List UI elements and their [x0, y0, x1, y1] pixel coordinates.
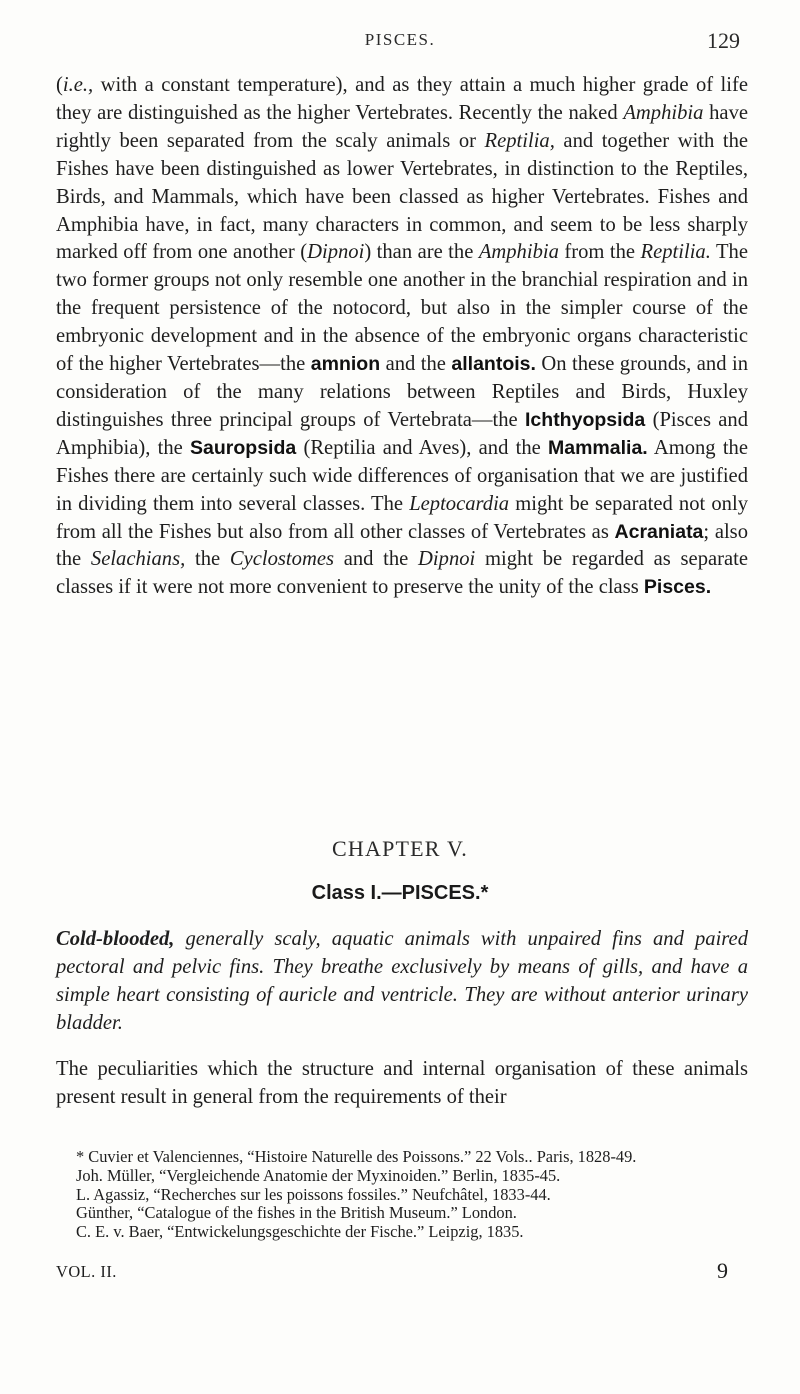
term-allantois: allantois. — [451, 353, 536, 376]
footnote-line: Joh. Müller, “Vergleichende Anatomie der Myxinoiden.” Berlin, 1835-45. — [76, 1165, 561, 1185]
signature-mark: 9 — [717, 1258, 728, 1283]
term-amnion: amnion — [310, 353, 381, 376]
footnote-line: L. Agassiz, “Recherches sur les poissons fossiles.” Neufchâtel, 1833-44. — [76, 1184, 551, 1204]
definition-lead: Cold-blooded, — [56, 928, 175, 950]
footnote-line: C. E. v. Baer, “Entwickelungsgeschichte der Fische.” Leipzig, 1835. — [76, 1222, 524, 1242]
chapter-heading: CHAPTER V. — [332, 836, 468, 861]
body-paragraph-1: (i.e., with a constant temperature), and as they attain a much higher grade of life they are distinguished as the higher Vertebrates. Recently the naked Amphibia have rightly been separated from the scaly animals or Reptilia, and together with the Fishes have been distinguished as lower Vertebrates, in distinction to the Reptiles, Birds, and Mammals, which have been classed as higher Vertebrates. Fishes and Amphibia have, in fact, many characters in common, and seem to be less sharply marked off from one another (Dipnoi) than are the Amphibia from the Reptilia. The two former groups not only resemble one another in the branchial respiration and in the frequent persistence of the notocord, but also in the simpler course of the embryonic development and in the absence of the embryonic organs characteristic of the higher Vertebrates—the amnion and the allantois. On these grounds, and in consideration of the many relations between Reptiles and Birds, Huxley distinguishes three principal groups of Vertebrata—the Ichthyopsida (Pisces and Amphibia), the Sauropsida (Reptilia and Aves), and the Mammalia. Among the Fishes there are certainly such wide differences of organisation that we are justified in dividing them into several classes. The Leptocardia might be separated not only from all the Fishes but also from all other classes of Vertebrates as Acraniata; also the Selachians, the Cyclostomes and the Dipnoi might be regarded as separate classes if it were not more convenient to preserve the unity of the class Pisces. — [56, 74, 749, 599]
running-title: PISCES. — [364, 30, 436, 49]
class-definition — [56, 926, 748, 1038]
term-ichthyopsida: Ichthyopsida — [525, 408, 646, 431]
running-head — [0, 30, 800, 60]
definition-text: generally scaly, aquatic animals with unpaired fins and paired pectoral and pelvic fins. They breathe exclusively by means of gills, and have a simple heart consisting of auricle and ventricle. They are without anterior urinary bladder. — [56, 928, 748, 1034]
footnotes — [56, 1148, 748, 1242]
body-paragraph-2: The peculiarities which the structure and internal organisation of these animals present result in general from the requirements of their — [56, 1058, 748, 1108]
page-number: 129 — [707, 28, 740, 53]
term-mammalia: Mammalia. — [548, 436, 648, 459]
term-pisces: Pisces. — [643, 576, 712, 599]
term-acraniata: Acraniata — [614, 520, 704, 543]
volume-label: VOL. II. — [56, 1262, 117, 1281]
footnote-line: Günther, “Catalogue of the fishes in the British Museum.” London. — [76, 1203, 517, 1223]
signature-line — [56, 1258, 748, 1288]
footnote-line: * Cuvier et Valenciennes, “Histoire Naturelle des Poissons.” 22 Vols.. Paris, 1828-49. — [76, 1147, 637, 1166]
term-sauropsida: Sauropsida — [190, 436, 297, 459]
class-heading: Class I.—PISCES.* — [311, 882, 489, 904]
